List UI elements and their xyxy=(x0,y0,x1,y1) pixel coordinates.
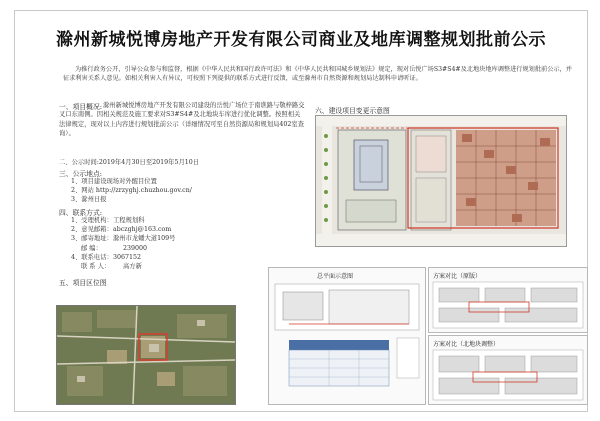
panel-compare-after xyxy=(428,335,588,405)
location-item-website xyxy=(71,186,307,195)
website-link[interactable]: http://zrzyghj.chuzhou.gov.cn/ xyxy=(95,187,192,195)
section-project-overview-head: 一、项目概况: xyxy=(59,103,103,111)
overall-plan-drawing xyxy=(269,280,425,404)
road-north xyxy=(316,116,566,126)
section-time-value: 2019年4月30日至2019年5月10日 xyxy=(98,159,200,166)
area-table xyxy=(289,340,389,386)
website-label: 2、网站 xyxy=(71,187,94,195)
section-project-overview-body: 滁州新城悦博房地产开发有限公司建设的岳悦广场位于南谯路与敬梓路交叉口东南侧。因相关规范及施工要求对S3#S4#及北地块车库进行优化调整。按照相关法律规定，现对以上内容进行规划批前公示（详细情况可至自然资源局和规划局402室查询）。 xyxy=(59,102,305,138)
panel-before-caption: 方案对比（原版） xyxy=(433,273,482,280)
contact-email[interactable]: abczghj@163.com xyxy=(113,226,172,234)
road-south xyxy=(316,234,566,246)
panel-overall-plan xyxy=(268,267,426,405)
contact-row: 1、受理机构： 工程规划科 xyxy=(71,217,145,224)
section-location-head: 三、公示地点: xyxy=(59,170,103,178)
location-satellite-map xyxy=(56,305,236,405)
section-contact-head: 四、联系方式: xyxy=(59,209,103,217)
location-item-site: 1、项目建设现场对外醒目位置 xyxy=(71,178,157,185)
section-change-plan-head: 六、建设项目变更示意图 xyxy=(315,107,390,115)
panel-compare-before xyxy=(428,267,588,333)
page-title: 滁州新城悦博房地产开发有限公司商业及地库调整规划批前公示 xyxy=(56,30,546,50)
contact-list xyxy=(71,216,307,271)
location-item-newspaper: 3、滁州日报 xyxy=(71,196,107,204)
building-commercial xyxy=(354,140,388,190)
site-change-plan xyxy=(315,115,567,247)
contact-row: 2、意见邮箱： abczghj@163.com xyxy=(71,226,172,234)
intro-paragraph: 为推行政务公开，引导公众参与和监督，根据《中华人民共和国行政许可法》和《中华人民共和国城乡规划法》规定，现对岳悦广场S3#S4#及北地块地库调整进行规划批前公示，并征求利害关系人意见。如相关利害人有异议，可按照下列提供的联系方式进行反馈，或至滁州市自然资源和规划局达制科申请听证。 xyxy=(63,66,572,83)
section-location-map-head: 五、项目区位图 xyxy=(59,279,107,287)
panel-after-caption: 方案对比（北地块调整） xyxy=(433,341,500,348)
section-time-head: 二、公示时间: xyxy=(59,159,99,166)
location-list xyxy=(71,177,307,205)
compare-before-drawing xyxy=(429,280,587,332)
contact-row: 3、邮寄地址： 滁州市龙蟠大道109号 xyxy=(71,235,176,243)
contact-row: 4、联系电话： 3067152 xyxy=(71,253,142,261)
panel-overall-caption: 总平面示意图 xyxy=(317,273,354,280)
section-time xyxy=(59,158,305,167)
site-plan-drawing xyxy=(316,116,566,246)
compare-after-drawing xyxy=(429,348,587,404)
contact-row: 联 系 人： 高方新 xyxy=(81,263,142,271)
contact-row: 邮 编： 239000 xyxy=(81,244,148,252)
satellite-image xyxy=(57,306,235,404)
